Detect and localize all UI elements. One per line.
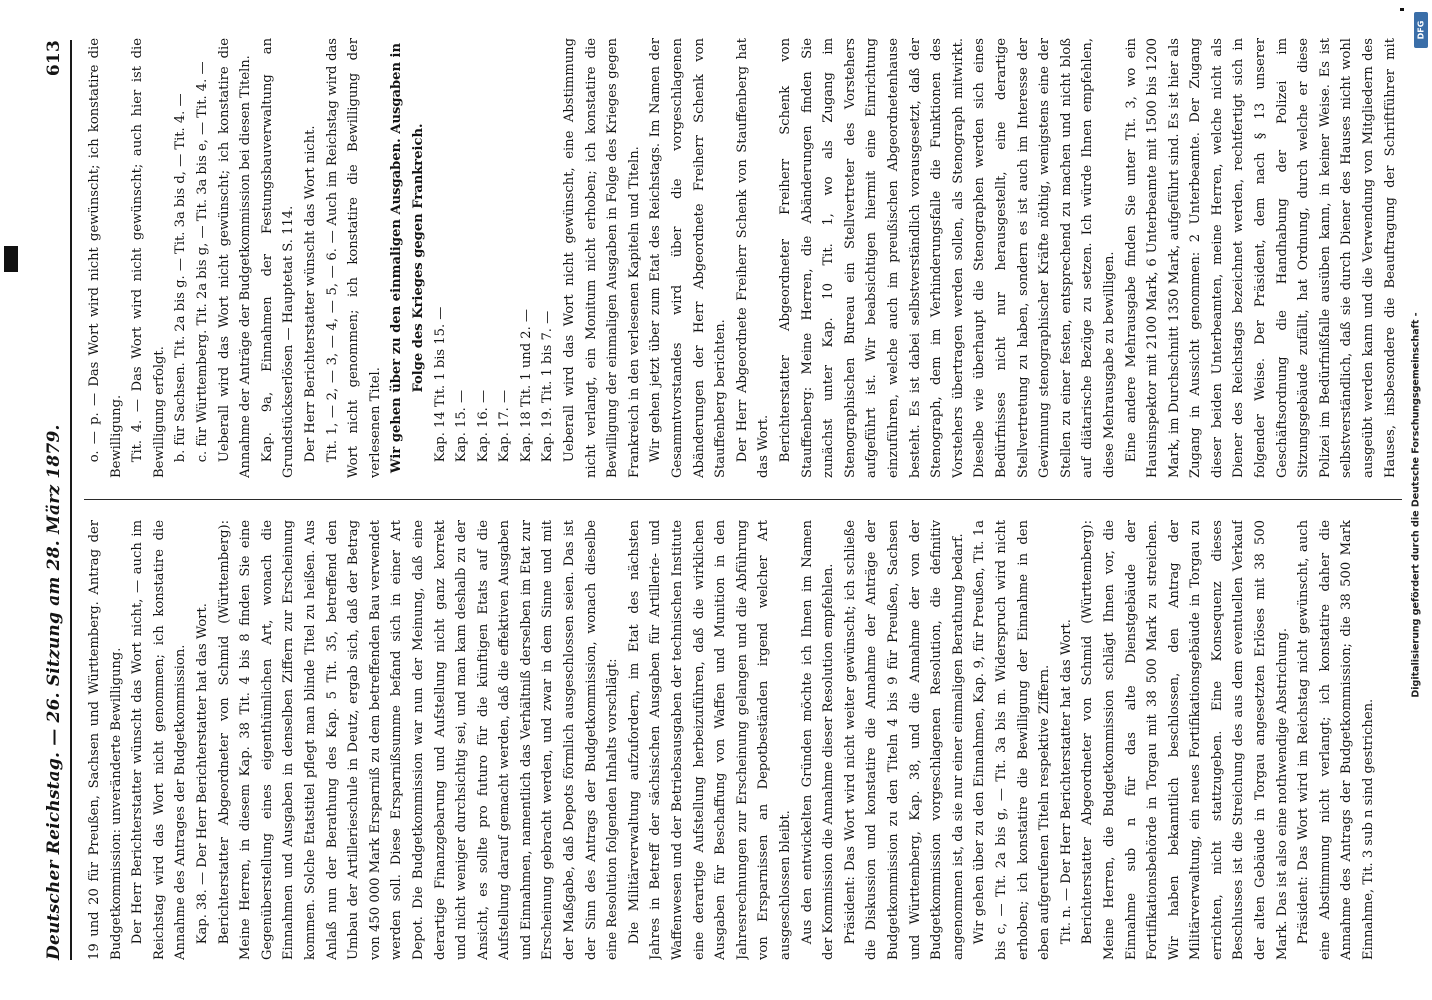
scan-mark: [1400, 8, 1404, 11]
list-item: Kap. 18 Tit. 1 und 2. —: [518, 309, 534, 463]
section-heading: Wir gehen über zu den einmaligen Ausgaben. Ausgaben in Folge des Krieges gegen Frankreich.: [389, 42, 426, 474]
paragraph: Der Herr Abgeordnete Freiherr Schenk von Stauffenberg hat das Wort.: [734, 38, 772, 478]
paragraph: b. für Sachsen. Tit. 2a bis g. — Tit. 3a bis d, — Tit. 4. —: [173, 93, 189, 463]
paragraph: Aus den entwickelten Gründen möchte ich Ihnen im Namen der Kommission die Annahme dieser Resolution empfehlen.: [799, 520, 837, 960]
paragraph: Präsident: Das Wort wird nicht weiter gewünscht; ich schließe die Diskussion und konstatire die Annahme der Anträge der Budgetkommission zu den Titeln 4 bis 9 für Preußen, Sachsen und Württemberg, Kap. 38, und die Annahme der von der Budgetkommission vorgeschlagenen Resolution, die definitiv angenommen ist, da sie nur einer einmaligen Berathung bedarf.: [842, 520, 966, 960]
list-item: Kap. 19. Tit. 1 bis 7. —: [540, 310, 556, 463]
paragraph: Berichterstatter Abgeordneter Freiherr Schenk von Stauffenberg: Meine Herren, die Abänderungen finden Sie zunächst unter Kap. 10 Tit. 1, wo als Zugang im Stenographischen Bureau ein Stellvertreter des Vorstehers aufgeführt ist. Wir beabsichtigen hiermit eine Einrichtung einzuführen, welche auch im preußischen Abgeordnetenhause besteht. Es ist dabei selbstverständlich vorausgesetzt, daß der Stenograph, dem im Verhinderungsfalle die Funktionen des Vorstehers übertragen werden sollen, als Stenograph mitwirkt. Dieselbe wie überhaupt die Stenographen werden sich eines Bedürfnisses nicht nur herausgestellt, eine derartige Stellvertretung zu haben, sondern es ist auch im Interesse der Gewinnung stenographischer Kräfte nöthig, wenigstens eine der Stellen zu einer festen, entsprechend zu machen und nicht bloß auf diätarische Bezüge zu setzen. Ich würde Ihnen empfehlen, diese Mehrausgabe zu bewilligen.: [778, 38, 1117, 478]
list-item: Kap. 15. —: [454, 389, 470, 463]
paragraph: 19 und 20 für Preußen, Sachsen und Württemberg. Antrag der Budgetkommission: unveränderte Bewilligung.: [87, 520, 124, 960]
paragraph: c. für Württemberg. Tit. 2a bis g, — Tit. 3a bis e, — Tit. 4. —: [194, 61, 210, 463]
column-divider: [84, 499, 1402, 500]
running-title: Deutscher Reichstag. — 26. Sitzung am 28. März 1879.: [44, 424, 64, 960]
paragraph: Tit. 1, — 2, — 3, — 4, — 5, — 6. — Auch im Reichstag wird das Wort nicht genommen; ich konstatire die Bewilligung der verlesenen Titel.: [324, 38, 383, 478]
paragraph: Ueberall wird das Wort nicht gewünscht; ich konstatire die Annahme der Anträge der Budgetkommission bei diesen Titeln.: [216, 38, 254, 478]
paragraph: Ueberall wird das Wort nicht gewünscht, eine Abstimmung nicht verlangt, ein Monitum nicht erhoben; ich konstatire die Bewilligung der einmaligen Ausgaben in Folge des Krieges gegen Frankreich in den verlesenen Kapiteln und Titeln.: [562, 38, 642, 478]
text-column-right: [84, 38, 1402, 478]
text-column-left: [84, 520, 1402, 960]
paragraph: o. — p. — Das Wort wird nicht gewünscht; ich konstatire die Bewilligung.: [87, 38, 124, 478]
paragraph: Die Militärverwaltung aufzufordern, im Etat des nächsten Jahres in Betreff der sächsischen Ausgaben für Artillerie- und Waffenwesen und der Betriebsausgaben der technischen Institute eine derartige Aufstellung herbeizuführen, daß die wirklichen Ausgaben für Beschaffung von Waffen und Munition in den Jahresrechnungen zur Erscheinung gelangen und die Abführung von Ersparnissen an Depotbeständen irgend welcher Art ausgeschlossen bleibt.: [626, 520, 793, 960]
digitization-credit: [1404, 70, 1428, 940]
paragraph: Der Herr Berichterstatter wünscht das Wort nicht.: [302, 125, 318, 463]
paragraph: Wir gehen jetzt über zum Etat des Reichstags. Im Namen der Gesammtvorstandes wird über die vorgeschlagenen Abänderungen der Herr Abgeordnete Freiherr Schenk von Stauffenberg berichten.: [648, 38, 729, 478]
dfg-logo-text: DFG: [1416, 20, 1426, 40]
paragraph: Tit. 4. — Das Wort wird nicht gewünscht; auch hier ist die Bewilligung erfolgt.: [130, 38, 167, 478]
paragraph: Berichterstatter Abgeordneter von Schmid (Württemberg): Meine Herren, die Budgetkommission schlägt Ihnen vor, die Einnahme sub n für das alte Dienstgebäude der Fortifikationsbehörde in Torgau mit 38 500 Mark zu streichen. Wir haben bekanntlich beschlossen, den Antrag der Militärverwaltung, ein neues Fortifikationsgebäude in Torgau zu errichten, nicht stattzugeben. Eine Konsequenz dieses Beschlusses ist die Streichung des aus dem eventuellen Verkauf der alten Gebäude in Torgau angesetzten Erlöses mit 38 500 Mark. Das ist also eine nothwendige Abstrichung.: [1080, 520, 1290, 960]
list-item: Kap. 17. —: [497, 389, 513, 463]
list-item: Kap. 16. —: [475, 389, 491, 463]
paragraph: Der Herr Berichterstatter wünscht das Wort nicht, — auch im Reichstag wird das Wort nicht genommen; ich konstatire die Annahme des Antrages der Budgetkommission.: [130, 520, 189, 960]
page-header: [36, 40, 72, 960]
paragraph: Kap. 9a, Einnahmen der Festungsbauverwaltung an Grundstückserlösen — Hauptetat S. 114.: [259, 38, 297, 478]
paragraph: Berichterstatter Abgeordneter von Schmid (Württemberg): Meine Herren, in diesem Kap. 38 Tit. 4 bis 8 finden Sie eine Gegenüberstellung eines eigenthümlichen Art, wonach die Einnahmen und Ausgaben in denselben Ziffern zur Erscheinung kommen. Solche Etatstitel pflegt man blinde Titel zu heißen. Aus Anlaß nun der Berathung des Kap. 5 Tit. 35, betreffend den Umbau der Artillerieschule in Deutz, ergab sich, daß der Betrag von 450 000 Mark Ersparniß zu dem betreffenden Bau verwendet werden soll. Diese Ersparnißsumme befand sich in einer Art Depot. Die Budgetkommission war nun der Meinung, daß eine derartige Finanzgebarung und Aufstellung nicht ganz korrekt und nicht weniger durchsichtig sei, und man kam deshalb zu der Ansicht, es sollte pro futuro für die künftigen Etats auf die Aufstellung darauf gemacht werden, daß die effektiven Ausgaben und Einnahmen, namentlich das Verhältniß derselben im Etat zur Erscheinung gebracht werden, und zwar in dem Sinne und mit der Maßgabe, daß Depots förmlich ausgeschlossen seien. Das ist der Sinn des Antrags der Budgetkommission, wonach dieselbe eine Resolution folgenden Inhalts vorschlägt:: [216, 520, 621, 960]
scan-mark: [4, 246, 18, 272]
paragraph: Kap. 38. — Der Herr Berichterstatter hat das Wort.: [194, 603, 210, 945]
list-item: Kap. 14 Tit. 1 bis 15. —: [432, 306, 448, 463]
paragraph: Eine andere Mehrausgabe finden Sie unter Tit. 3, wo ein Hausinspektor mit 2100 Mark, 6 Unterbeamte mit 1500 bis 1200 Mark, im Durchschnitt 1350 Mark, aufgeführt sind. Es ist hier als Zugang in Aussicht genommen: 2 Unterbeamte. Der Zugang dieser beiden Unterbeamten, meine Herren, welche nicht als Diener des Reichstags bezeichnet werden, rechtfertigt sich in folgender Weise. Der Präsident, dem nach § 13 unserer Geschäftsordnung die Handhabung der Polizei im Sitzungsgebäude zufällt, hat Ordnung, durch welche er diese Polizei im Bedürfnißfalle ausüben kann, in keiner Weise. Es ist selbstverständlich, daß sie durch Diener des Hauses nicht wohl ausgeübt werden kann und die Verwendung von Mitgliedern des Hauses, insbesondere die Beauftragung der Schriftführer mit: [1123, 38, 1398, 478]
paragraph: Präsident: Das Wort wird im Reichstag nicht gewünscht, auch eine Abstimmung nicht verlangt; ich konstatire daher die Annahme des Antrags der Budgetkommission; die 38 500 Mark Einnahme, Tit. 3 sub n sind gestrichen.: [1296, 520, 1377, 960]
credit-text: Digitalisierung gefördert durch die Deutsche Forschungsgemeinschaft -: [1410, 312, 1422, 698]
page-number: 613: [44, 40, 64, 77]
dfg-logo: [1414, 12, 1428, 48]
paragraph: Wir gehen über zu den Einnahmen, Kap. 9, für Preußen, Tit. 1a bis c, — Tit. 2a bis g, — Tit. 3a bis m. Widerspruch wird nicht erhoben; ich konstatire die Bewilligung der Einnahme in den eben aufgerufenen Titeln respektive Ziffern.: [972, 520, 1053, 960]
paragraph: Tit. n. — Der Herr Berichterstatter hat das Wort.: [1058, 619, 1074, 945]
